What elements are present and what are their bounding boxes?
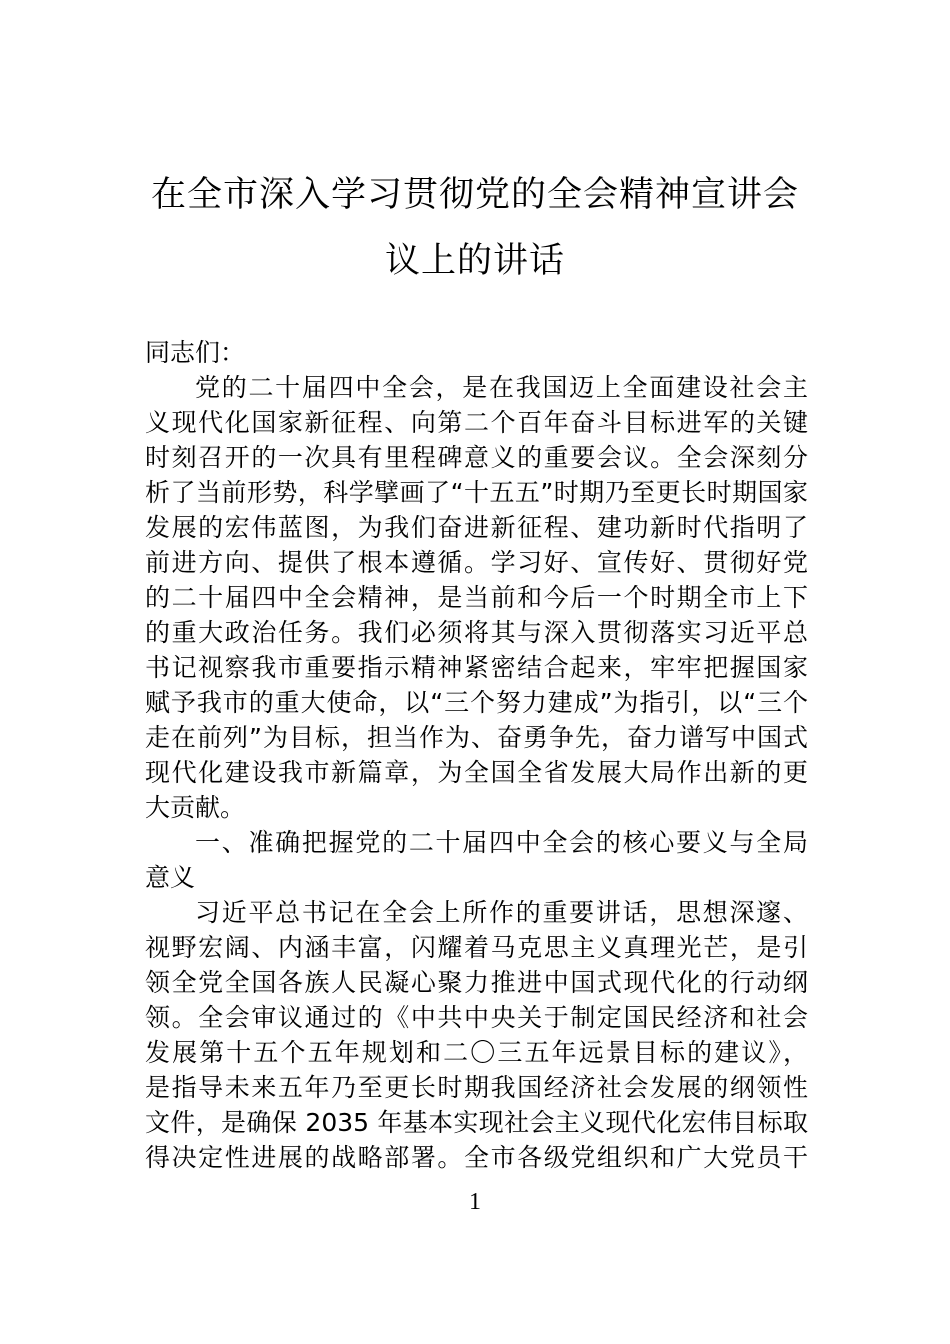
paragraph-line: 党的二十届四中全会，是在我国迈上全面建设社会主 (195, 373, 808, 402)
heading-line: 一、准确把握党的二十届四中全会的核心要义与全局 (195, 828, 808, 857)
paragraph-line: 的二十届四中全会精神，是当前和今后一个时期全市上下 (145, 583, 808, 612)
paragraph-intro (145, 370, 808, 825)
paragraph-section-1 (145, 895, 808, 1175)
paragraph-line: 发展第十五个五年规划和二〇三五年远景目标的建议》， (145, 1038, 808, 1067)
paragraph-line: 现代化建设我市新篇章，为全国全省发展大局作出新的更 (145, 758, 808, 787)
paragraph-line: 得决定性进展的战略部署。全市各级党组织和广大党员干 (145, 1143, 808, 1172)
paragraph-line: 习近平总书记在全会上所作的重要讲话，思想深邃、 (195, 898, 808, 927)
paragraph-line: 前进方向、提供了根本遵循。学习好、宣传好、贯彻好党 (145, 548, 808, 577)
paragraph-line: 领全党全国各族人民凝心聚力推进中国式现代化的行动纲 (145, 968, 808, 997)
document-title (145, 162, 805, 294)
heading-line: 意义 (145, 863, 196, 892)
paragraph-line: 文件，是确保 2035 年基本实现社会主义现代化宏伟目标取 (145, 1108, 808, 1137)
salutation: 同志们： (145, 338, 246, 367)
page-number: 1 (469, 1189, 481, 1215)
paragraph-line: 是指导未来五年乃至更长时期我国经济社会发展的纲领性 (145, 1073, 808, 1102)
paragraph-line: 时刻召开的一次具有里程碑意义的重要会议。全会深刻分 (145, 443, 808, 472)
title-line: 在全市深入学习贯彻党的全会精神宣讲会 (150, 175, 799, 215)
paragraph-line: 书记视察我市重要指示精神紧密结合起来，牢牢把握国家 (145, 653, 808, 682)
paragraph-line: 走在前列”为目标，担当作为、奋勇争先，奋力谱写中国式 (145, 723, 808, 752)
paragraph-line: 的重大政治任务。我们必须将其与深入贯彻落实习近平总 (145, 618, 808, 647)
paragraph-line: 析了当前形势，科学擘画了“十五五”时期乃至更长时期国家 (145, 478, 808, 507)
section-heading-1 (145, 825, 808, 895)
paragraph-line: 领。全会审议通过的《中共中央关于制定国民经济和社会 (145, 1003, 808, 1032)
paragraph-line: 视野宏阔、内涵丰富，闪耀着马克思主义真理光芒，是引 (145, 933, 808, 962)
paragraph-line: 发展的宏伟蓝图，为我们奋进新征程、建功新时代指明了 (145, 513, 808, 542)
document-body (145, 335, 808, 1175)
paragraph-line: 大贡献。 (145, 793, 246, 822)
paragraph-line: 义现代化国家新征程、向第二个百年奋斗目标进军的关键 (145, 408, 808, 437)
title-line: 议上的讲话 (384, 241, 565, 281)
paragraph-line: 赋予我市的重大使命，以“三个努力建成”为指引，以“三个 (145, 688, 808, 717)
